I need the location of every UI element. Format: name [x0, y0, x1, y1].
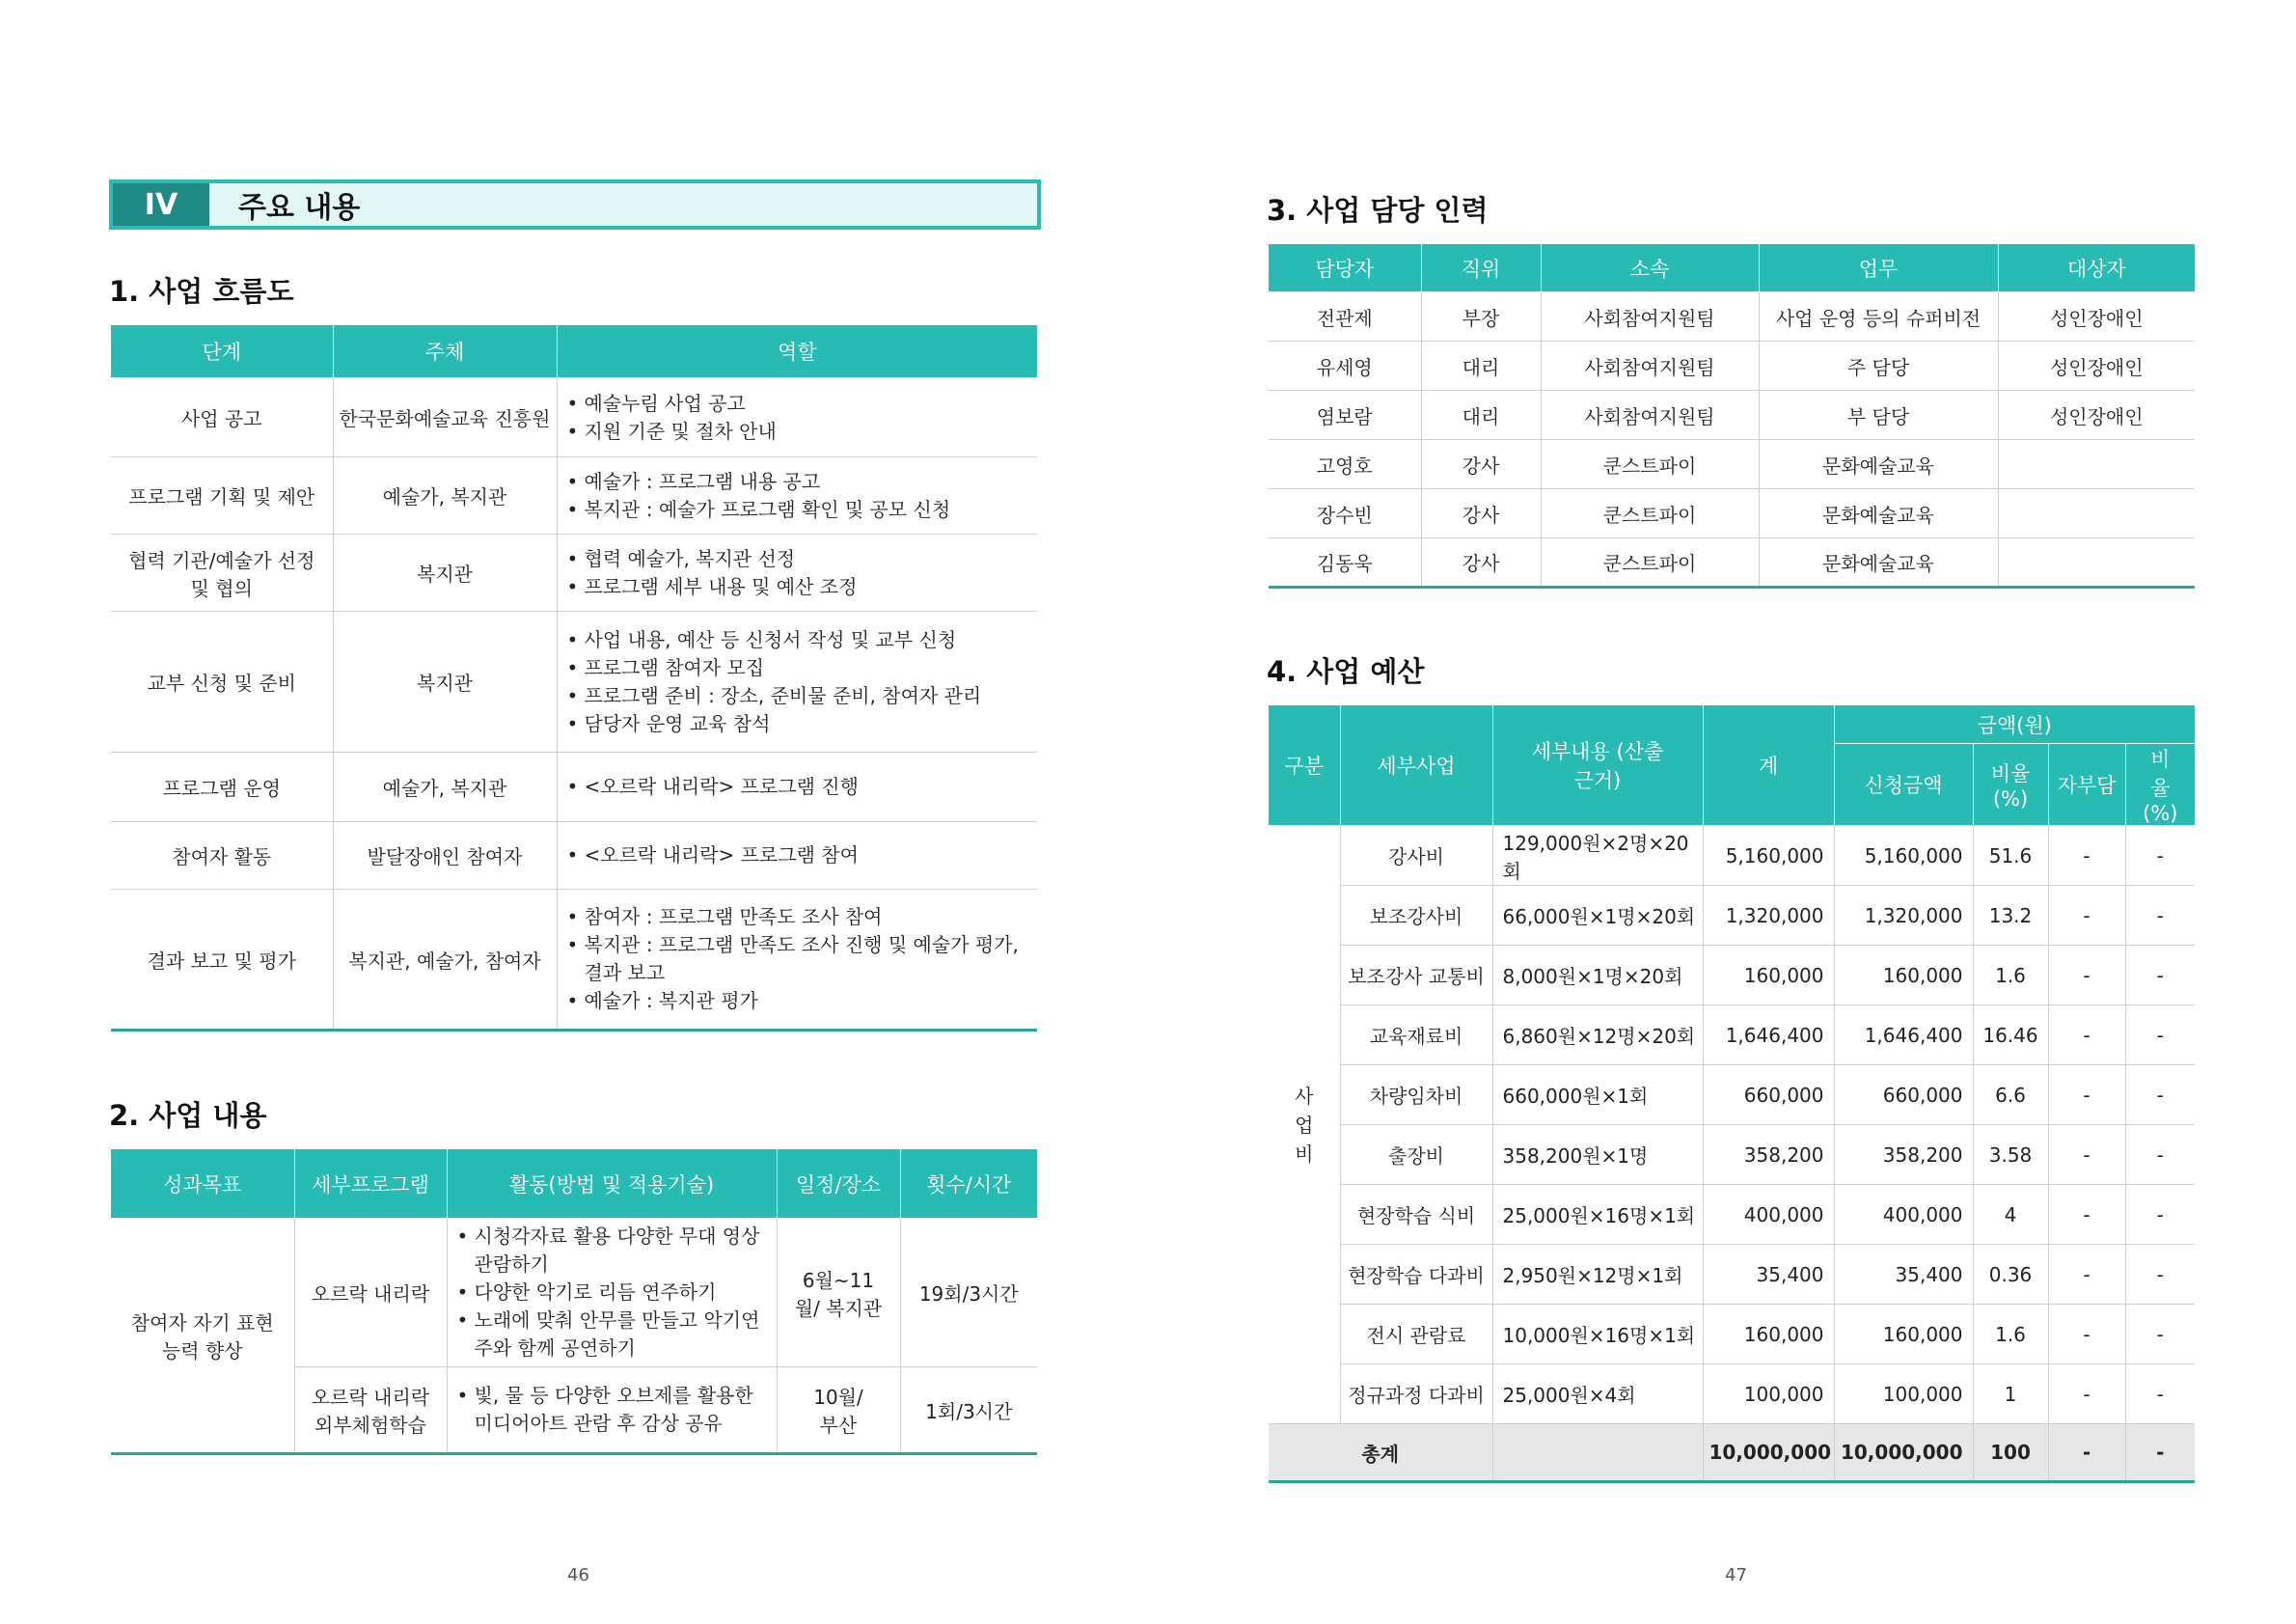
role-item: • 프로그램 세부 내용 및 예산 조정: [565, 573, 1032, 601]
person-cell: 김동욱: [1269, 538, 1421, 588]
person-cell: 고영호: [1269, 440, 1421, 489]
self-cell: -: [2048, 946, 2125, 1005]
duty-cell: 문화예술교육: [1759, 489, 1998, 538]
detail-cell: 10,000원×16명×1회: [1492, 1305, 1703, 1364]
detail-cell: 66,000원×1명×20회: [1492, 886, 1703, 946]
header-person: 담당자: [1269, 244, 1421, 292]
role-list: [565, 773, 1032, 801]
sum-cell: 660,000: [1703, 1065, 1834, 1125]
role-list: [565, 468, 1032, 524]
stage-cell: 교부 신청 및 준비: [111, 612, 333, 753]
stage-cell: 사업 공고: [111, 378, 333, 457]
total-row: [1269, 1424, 2195, 1482]
activity-cell: [447, 1219, 777, 1367]
header-self: 자부담: [2048, 744, 2125, 826]
person-cell: 염보람: [1269, 391, 1421, 440]
goal-cell: 참여자 자기 표현 능력 향상: [111, 1219, 294, 1454]
staff-table: [1269, 243, 2195, 589]
ratio-cell: 1.6: [1973, 946, 2048, 1005]
header-program: 세부프로그램: [294, 1149, 447, 1219]
self-cell: -: [2048, 1245, 2125, 1305]
affiliation-cell: 사회참여지원팀: [1541, 391, 1759, 440]
page-number-right: 47: [1725, 1565, 1747, 1585]
header-ratio: 비율 (%): [2125, 744, 2195, 826]
actor-cell: 복지관: [333, 612, 557, 753]
table-row: [1269, 1065, 2195, 1125]
sum-cell: 100,000: [1703, 1364, 1834, 1424]
table-row: [1269, 440, 2195, 489]
sum-cell: 35,400: [1703, 1245, 1834, 1305]
detail-cell: 25,000원×4회: [1492, 1364, 1703, 1424]
position-cell: 대리: [1421, 342, 1541, 391]
role-item: • 복지관 : 예술가 프로그램 확인 및 공모 신청: [565, 496, 1032, 524]
table-row: [1269, 391, 2195, 440]
total-sum: 10,000,000: [1703, 1424, 1834, 1482]
target-cell: [1998, 489, 2195, 538]
program-cell: 오르락 내리락: [294, 1219, 447, 1367]
actor-cell: 복지관, 예술가, 참여자: [333, 890, 557, 1031]
item-cell: 정규과정 다과비: [1340, 1364, 1492, 1424]
role-list: [565, 545, 1032, 601]
item-cell: 교육재료비: [1340, 1005, 1492, 1065]
sum-cell: 160,000: [1703, 946, 1834, 1005]
actor-cell: 복지관: [333, 535, 557, 612]
header-applied: 신청금액: [1834, 744, 1973, 826]
activity-item: • 시청각자료 활용 다양한 무대 영상 관람하기: [455, 1223, 771, 1279]
role-item: • 예술가 : 프로그램 내용 공고: [565, 468, 1032, 496]
role-item: • 지원 기준 및 절차 안내: [565, 418, 1032, 446]
duty-cell: 부 담당: [1759, 391, 1998, 440]
item-cell: 보조강사비: [1340, 886, 1492, 946]
table-row: [111, 535, 1037, 612]
detail-cell: 660,000원×1회: [1492, 1065, 1703, 1125]
self-cell: -: [2048, 1305, 2125, 1364]
header-goal: 성과목표: [111, 1149, 294, 1219]
item-cell: 차량임차비: [1340, 1065, 1492, 1125]
header-target: 대상자: [1998, 244, 2195, 292]
role-item: • 프로그램 참여자 모집: [565, 654, 1032, 682]
table-row: [1269, 1185, 2195, 1245]
applied-cell: 100,000: [1834, 1364, 1973, 1424]
total-label: 총계: [1269, 1424, 1492, 1482]
applied-cell: 5,160,000: [1834, 826, 1973, 886]
sum-cell: 1,320,000: [1703, 886, 1834, 946]
sum-cell: 400,000: [1703, 1185, 1834, 1245]
actor-cell: 한국문화예술교육 진흥원: [333, 378, 557, 457]
ratio-cell: -: [2125, 1005, 2195, 1065]
schedule-cell: 6월~11월/ 복지관: [777, 1219, 900, 1367]
person-cell: 전관제: [1269, 292, 1421, 342]
detail-cell: 8,000원×1명×20회: [1492, 946, 1703, 1005]
role-cell: [557, 753, 1037, 822]
item-cell: 강사비: [1340, 826, 1492, 886]
flow-table: [111, 324, 1037, 1032]
activity-item: • 빛, 물 등 다양한 오브제를 활용한 미디어아트 관람 후 감상 공유: [455, 1382, 771, 1438]
program-cell: 오르락 내리락 외부체험학습: [294, 1367, 447, 1454]
role-cell: [557, 612, 1037, 753]
self-cell: -: [2048, 886, 2125, 946]
role-item: • 담당자 운영 교육 참석: [565, 710, 1032, 738]
affiliation-cell: 쿤스트파이: [1541, 489, 1759, 538]
item-cell: 현장학습 다과비: [1340, 1245, 1492, 1305]
ratio-cell: -: [2125, 1185, 2195, 1245]
detail-cell: 6,860원×12명×20회: [1492, 1005, 1703, 1065]
header-count: 횟수/시간: [900, 1149, 1037, 1219]
section-3-title: 3. 사업 담당 인력: [1267, 194, 1489, 227]
role-item: • 프로그램 준비 : 장소, 준비물 준비, 참여자 관리: [565, 682, 1032, 710]
item-cell: 현장학습 식비: [1340, 1185, 1492, 1245]
header-role: 역할: [557, 325, 1037, 378]
applied-cell: 35,400: [1834, 1245, 1973, 1305]
header-activity: 활동(방법 및 적용기술): [447, 1149, 777, 1219]
total-self: -: [2048, 1424, 2125, 1482]
ratio-cell: -: [2125, 1364, 2195, 1424]
header-item: 세부사업: [1340, 705, 1492, 826]
ratio-cell: 4: [1973, 1185, 2048, 1245]
ratio-cell: -: [2125, 886, 2195, 946]
position-cell: 부장: [1421, 292, 1541, 342]
header-affiliation: 소속: [1541, 244, 1759, 292]
applied-cell: 400,000: [1834, 1185, 1973, 1245]
role-cell: [557, 822, 1037, 890]
role-item: • 복지관 : 프로그램 만족도 조사 진행 및 예술가 평가, 결과 보고: [565, 931, 1032, 987]
ratio-cell: -: [2125, 1245, 2195, 1305]
ratio-cell: 0.36: [1973, 1245, 2048, 1305]
header-schedule: 일정/장소: [777, 1149, 900, 1219]
activity-item: • 다양한 악기로 리듬 연주하기: [455, 1279, 771, 1307]
ratio-cell: 16.46: [1973, 1005, 2048, 1065]
self-cell: -: [2048, 1005, 2125, 1065]
header-position: 직위: [1421, 244, 1541, 292]
self-cell: -: [2048, 1185, 2125, 1245]
table-row: [1269, 946, 2195, 1005]
target-cell: 성인장애인: [1998, 292, 2195, 342]
ratio-cell: -: [2125, 1125, 2195, 1185]
target-cell: [1998, 440, 2195, 489]
item-cell: 보조강사 교통비: [1340, 946, 1492, 1005]
item-cell: 전시 관람료: [1340, 1305, 1492, 1364]
affiliation-cell: 사회참여지원팀: [1541, 342, 1759, 391]
table-row: [1269, 826, 2195, 886]
affiliation-cell: 쿤스트파이: [1541, 440, 1759, 489]
role-item: • 사업 내용, 예산 등 신청서 작성 및 교부 신청: [565, 626, 1032, 654]
position-cell: 강사: [1421, 538, 1541, 588]
content-table: [111, 1148, 1037, 1455]
budget-table: [1269, 704, 2195, 1483]
person-cell: 장수빈: [1269, 489, 1421, 538]
table-row: [1269, 1305, 2195, 1364]
ratio-cell: -: [2125, 1305, 2195, 1364]
ratio-cell: 13.2: [1973, 886, 2048, 946]
table-row: [111, 753, 1037, 822]
stage-cell: 프로그램 기획 및 제안: [111, 457, 333, 535]
detail-cell: 2,950원×12명×1회: [1492, 1245, 1703, 1305]
header-duty: 업무: [1759, 244, 1998, 292]
table-row: [111, 457, 1037, 535]
duty-cell: 문화예술교육: [1759, 538, 1998, 588]
table-row: [111, 890, 1037, 1031]
applied-cell: 160,000: [1834, 946, 1973, 1005]
chapter-banner: [109, 179, 1041, 230]
table-row: [1269, 489, 2195, 538]
header-detail: 세부내용 (산출근거): [1492, 705, 1703, 826]
applied-cell: 1,320,000: [1834, 886, 1973, 946]
ratio-cell: -: [2125, 946, 2195, 1005]
self-cell: -: [2048, 1065, 2125, 1125]
ratio-cell: 1.6: [1973, 1305, 2048, 1364]
activity-item: • 노래에 맞춰 안무를 만들고 악기연주와 함께 공연하기: [455, 1307, 771, 1363]
category-label: 사 업 비: [1295, 1084, 1314, 1166]
header-actor: 주체: [333, 325, 557, 378]
count-cell: 1회/3시간: [900, 1367, 1037, 1454]
actor-cell: 예술가, 복지관: [333, 457, 557, 535]
header-category: 구분: [1269, 705, 1340, 826]
table-row: [1269, 1125, 2195, 1185]
position-cell: 강사: [1421, 440, 1541, 489]
total-applied: 10,000,000: [1834, 1424, 1973, 1482]
detail-cell: 25,000원×16명×1회: [1492, 1185, 1703, 1245]
stage-cell: 프로그램 운영: [111, 753, 333, 822]
actor-cell: 예술가, 복지관: [333, 753, 557, 822]
detail-cell: 358,200원×1명: [1492, 1125, 1703, 1185]
duty-cell: 사업 운영 등의 슈퍼비전: [1759, 292, 1998, 342]
sum-cell: 160,000: [1703, 1305, 1834, 1364]
total-detail: [1492, 1424, 1703, 1482]
role-cell: [557, 890, 1037, 1031]
role-list: [565, 626, 1032, 738]
total-ratio: 100: [1973, 1424, 2048, 1482]
position-cell: 강사: [1421, 489, 1541, 538]
table-row: [1269, 538, 2195, 588]
section-2-title: 2. 사업 내용: [109, 1099, 267, 1132]
duty-cell: 주 담당: [1759, 342, 1998, 391]
detail-cell: 129,000원×2명×20회: [1492, 826, 1703, 886]
person-cell: 유세영: [1269, 342, 1421, 391]
role-item: • 예술누림 사업 공고: [565, 390, 1032, 418]
self-cell: -: [2048, 826, 2125, 886]
chapter-number: IV: [113, 183, 209, 226]
sum-cell: 5,160,000: [1703, 826, 1834, 886]
role-cell: [557, 535, 1037, 612]
target-cell: 성인장애인: [1998, 391, 2195, 440]
category-cell: [1269, 826, 1340, 1424]
chapter-title: 주요 내용: [238, 191, 361, 225]
table-row: [1269, 886, 2195, 946]
self-cell: -: [2048, 1125, 2125, 1185]
duty-cell: 문화예술교육: [1759, 440, 1998, 489]
item-cell: 출장비: [1340, 1125, 1492, 1185]
ratio-cell: 51.6: [1973, 826, 2048, 886]
stage-cell: 결과 보고 및 평가: [111, 890, 333, 1031]
role-cell: [557, 457, 1037, 535]
table-row: [111, 1219, 1037, 1367]
header-sum: 계: [1703, 705, 1834, 826]
sum-cell: 358,200: [1703, 1125, 1834, 1185]
schedule-cell: 10월/ 부산: [777, 1367, 900, 1454]
ratio-cell: 1: [1973, 1364, 2048, 1424]
table-row: [1269, 1005, 2195, 1065]
table-row: [1269, 342, 2195, 391]
section-4-title: 4. 사업 예산: [1267, 655, 1425, 688]
affiliation-cell: 사회참여지원팀: [1541, 292, 1759, 342]
table-row: [111, 822, 1037, 890]
ratio-cell: 3.58: [1973, 1125, 2048, 1185]
role-item: • 예술가 : 복지관 평가: [565, 987, 1032, 1015]
role-item: • 참여자 : 프로그램 만족도 조사 참여: [565, 903, 1032, 931]
header-ratio: 비율 (%): [1973, 744, 2048, 826]
count-cell: 19회/3시간: [900, 1219, 1037, 1367]
table-row: [111, 378, 1037, 457]
role-item: • 협력 예술가, 복지관 선정: [565, 545, 1032, 573]
stage-cell: 협력 기관/예술가 선정 및 협의: [111, 535, 333, 612]
total-ratio: -: [2125, 1424, 2195, 1482]
ratio-cell: -: [2125, 826, 2195, 886]
sum-cell: 1,646,400: [1703, 1005, 1834, 1065]
applied-cell: 160,000: [1834, 1305, 1973, 1364]
role-cell: [557, 378, 1037, 457]
activity-cell: [447, 1367, 777, 1454]
section-1-title: 1. 사업 흐름도: [109, 275, 294, 308]
applied-cell: 660,000: [1834, 1065, 1973, 1125]
table-row: [111, 612, 1037, 753]
ratio-cell: 6.6: [1973, 1065, 2048, 1125]
target-cell: 성인장애인: [1998, 342, 2195, 391]
actor-cell: 발달장애인 참여자: [333, 822, 557, 890]
affiliation-cell: 쿤스트파이: [1541, 538, 1759, 588]
table-row: [1269, 1364, 2195, 1424]
page-number-left: 46: [567, 1565, 589, 1585]
role-list: [565, 841, 1032, 869]
stage-cell: 참여자 활동: [111, 822, 333, 890]
table-row: [1269, 1245, 2195, 1305]
role-item: • <오르락 내리락> 프로그램 참여: [565, 841, 1032, 869]
applied-cell: 1,646,400: [1834, 1005, 1973, 1065]
header-amount: 금액(원): [1834, 705, 2195, 744]
position-cell: 대리: [1421, 391, 1541, 440]
role-list: [565, 390, 1032, 446]
self-cell: -: [2048, 1364, 2125, 1424]
role-item: • <오르락 내리락> 프로그램 진행: [565, 773, 1032, 801]
header-stage: 단계: [111, 325, 333, 378]
ratio-cell: -: [2125, 1065, 2195, 1125]
target-cell: [1998, 538, 2195, 588]
applied-cell: 358,200: [1834, 1125, 1973, 1185]
table-row: [1269, 292, 2195, 342]
role-list: [565, 903, 1032, 1015]
